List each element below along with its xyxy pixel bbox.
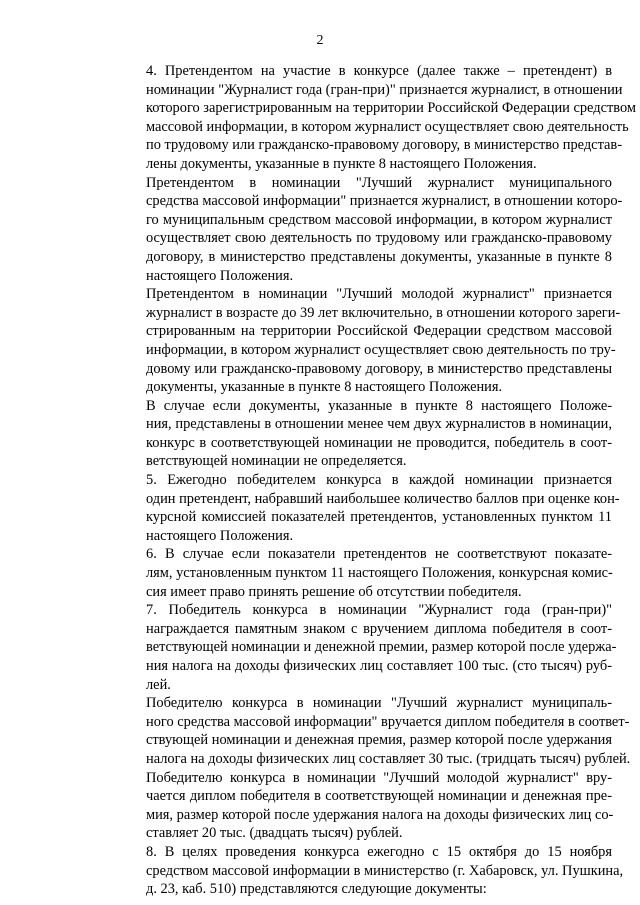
text-line: Претендентом в номинации "Лучший молодой журналист" признается [146, 286, 612, 303]
text-line: В случае если документы, указанные в пункте 8 настоящего Положе- [146, 397, 612, 414]
paragraph [108, 62, 636, 174]
text-line: курсной комиссией показателей претендентов, установленных пунктом 11 [146, 509, 612, 526]
paragraph [108, 694, 631, 768]
text-line: Претендентом в номинации "Лучший журналист муниципального [146, 174, 612, 191]
text-line: награждается памятным знаком с вручением диплома победителя в соот- [146, 620, 612, 637]
text-line: ветствующей номинации не определяется. [146, 453, 407, 470]
text-line: ния налога на доходы физических лиц составляет 100 тыс. (сто тысяч) руб- [146, 658, 612, 674]
text-line: настоящего Положения. [146, 527, 294, 544]
text-line: 6. В случае если показатели претендентов не соответствуют показате- [146, 546, 612, 563]
text-line: 7. Победитель конкурса в номинации "Журналист года (гран-при)" [146, 602, 612, 619]
text-line: налога на доходы физических лиц составляет 30 тыс. (тридцать тысяч) рублей. [146, 750, 631, 767]
text-line: 8. В целях проведения конкурса ежегодно с 15 октября до 15 ноября [146, 843, 612, 860]
paragraph [108, 769, 612, 843]
paragraph [108, 545, 612, 601]
text-line: го муниципальным средством массовой информации, в котором журналист [146, 211, 612, 228]
text-line: договору, в министерство представлены документы, указанные в пункте 8 [146, 248, 612, 265]
text-line: массовой информации, в котором журналист осуществляет свою деятельность [146, 118, 629, 135]
text-line: сия имеет право принять решение об отсутствии победителя. [146, 583, 522, 600]
paragraph [108, 471, 620, 545]
text-line: номинации "Журналист года (гран-при)" признается журналист, в отношении [146, 81, 623, 98]
text-line: лены документы, указанные в пункте 8 настоящего Положения. [146, 155, 537, 172]
paragraph [108, 174, 623, 286]
text-line: ветствующей номинации и денежной премии, размер которой после удержа- [146, 639, 617, 656]
document-body [108, 62, 636, 899]
text-line: стрированным на территории Российской Федерации средством массовой [146, 323, 612, 340]
paragraph [108, 397, 612, 471]
text-line: лям, установленным пунктом 11 настоящего Положения, конкурсная комис- [146, 565, 613, 582]
text-line: чается диплом победителя в соответствующей номинации и денежная пре- [146, 788, 612, 805]
text-line: конкурс в соответствующей номинации не проводится, победитель в соот- [146, 434, 612, 451]
text-line: Победителю конкурса в номинации "Лучший молодой журналист" вру- [146, 769, 612, 786]
text-line: 4. Претендентом на участие в конкурсе (далее также – претендент) в [146, 63, 612, 79]
text-line: ния, представлены в отношении менее чем двух журналистов в номинации, [146, 416, 612, 433]
text-line: 5. Ежегодно победителем конкурса в каждой номинации признается [146, 472, 612, 489]
text-line: настоящего Положения. [146, 267, 294, 284]
paragraph [108, 601, 617, 694]
text-line: один претендент, набравший наибольшее количество баллов при оценке кон- [146, 490, 620, 507]
text-line: ставляет 20 тыс. (двадцать тысяч) рублей. [146, 825, 403, 842]
text-line: лей. [146, 676, 171, 693]
page-number: 2 [316, 33, 324, 48]
text-line: средством массовой информации в министерство (г. Хабаровск, ул. Пушкина, [146, 862, 624, 879]
text-line: Победителю конкурса в номинации "Лучший журналист муниципаль- [146, 695, 612, 712]
text-line: ствующей номинации и денежная премия, размер которой после удержания [146, 732, 612, 749]
text-line: документы, указанные в пункте 8 настоящего Положения. [146, 379, 503, 396]
paragraph [108, 285, 621, 397]
text-line: д. 23, каб. 510) представляются следующие документы: [146, 881, 487, 898]
text-line: ного средства массовой информации" вручается диплом победителя в соответ- [146, 713, 630, 730]
paragraph [108, 843, 624, 899]
text-line: которого зарегистрированным на территории Российской Федерации средством [146, 100, 636, 117]
text-line: довому или гражданско-правовому договору, в министерство представлены [146, 360, 612, 377]
text-line: осуществляет свою деятельность по трудовому или гражданско-правовому [146, 230, 612, 247]
text-line: средства массовой информации" признается журналист, в отношении которо- [146, 193, 623, 210]
text-line: по трудовому или гражданско-правовому договору, в министерство представ- [146, 137, 623, 154]
text-line: информации, в котором журналист осуществляет свою деятельность по тру- [146, 341, 616, 358]
text-line: мия, размер которой после удержания налога на доходы физических лиц со- [146, 806, 614, 823]
text-line: журналист в возрасте до 39 лет включительно, в отношении которого зареги- [146, 304, 621, 321]
